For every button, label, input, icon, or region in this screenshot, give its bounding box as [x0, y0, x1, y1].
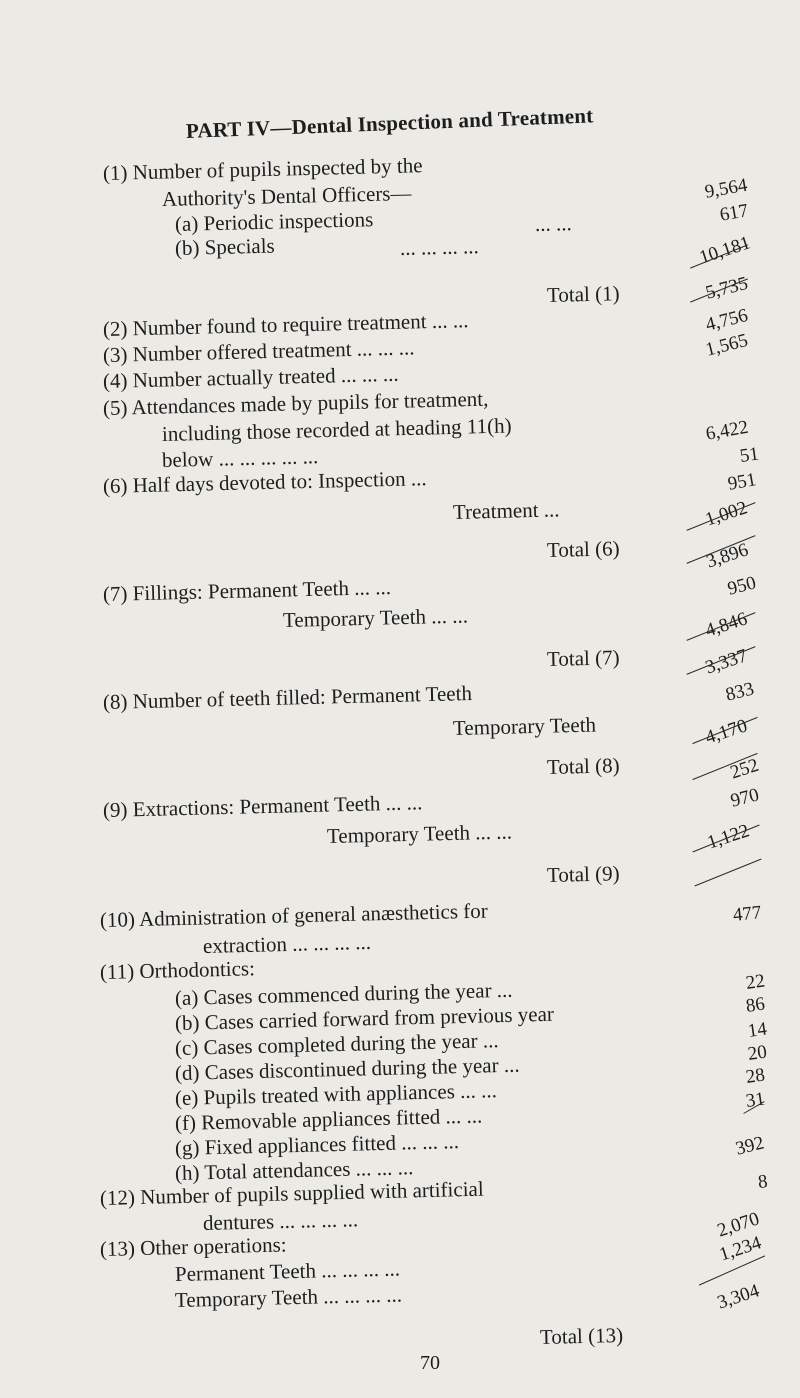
- row-text-1b: Authority's Dental Officers—: [161, 180, 412, 211]
- value-v10: 477: [731, 902, 763, 926]
- row-text-12b: dentures ... ... ... ...: [202, 1207, 359, 1235]
- row-text-3: (3) Number offered treatment ... ... ...: [102, 335, 415, 367]
- value-v6b: 951: [726, 469, 758, 495]
- row-text-5b: including those recorded at heading 11(h): [161, 413, 512, 446]
- value-v13t: 3,304: [714, 1280, 762, 1314]
- value-v11e: 28: [744, 1064, 767, 1088]
- value-v9t: 1,122: [704, 820, 752, 854]
- row-text-7b: Temporary Teeth ... ...: [282, 603, 469, 632]
- value-v13b: 1,234: [716, 1232, 764, 1266]
- row-text-10b: extraction ... ... ... ...: [202, 929, 372, 958]
- value-v7t: 4,846: [702, 608, 750, 642]
- row-text-5a: (5) Attendances made by pupils for treatment,: [102, 386, 489, 420]
- value-v1b: 617: [718, 200, 750, 226]
- row-text-11: (11) Orthodontics:: [99, 956, 256, 984]
- value-v11h: 392: [733, 1132, 767, 1160]
- value-v1a: 9,564: [703, 174, 749, 203]
- row-text-10a: (10) Administration of general anæsthetics for: [99, 898, 488, 932]
- row-text-4: (4) Number actually treated ... ... ...: [102, 361, 399, 393]
- row-text-11a: (a) Cases commenced during the year ...: [174, 977, 513, 1010]
- value-v9b: 970: [728, 784, 762, 812]
- row-text-7t: Total (7): [546, 645, 620, 671]
- value-v9a: 252: [727, 754, 762, 784]
- value-v8b: 833: [723, 678, 757, 706]
- row-text-13t: Total (13): [539, 1322, 624, 1349]
- row-text-11f: (f) Removable appliances fitted ... ...: [174, 1103, 483, 1135]
- row-text-1c: (a) Periodic inspections: [174, 207, 374, 236]
- row-text-7a: (7) Fillings: Permanent Teeth ... ...: [102, 574, 392, 606]
- value-v7a: 3,896: [703, 539, 751, 573]
- row-text-8a: (8) Number of teeth filled: Permanent Teeth: [102, 680, 473, 714]
- total-stroke: [694, 859, 761, 887]
- row-text-1d2: ... ... ... ...: [399, 234, 480, 260]
- row-text-13b: Temporary Teeth ... ... ... ...: [174, 1282, 403, 1312]
- value-v13a: 2,070: [714, 1208, 762, 1242]
- row-text-11b: (b) Cases carried forward from previous year: [174, 1001, 555, 1035]
- value-v11b: 86: [744, 993, 767, 1017]
- value-v8a: 3,337: [702, 645, 750, 679]
- value-v6a: 51: [738, 443, 761, 467]
- row-text-1a: (1) Number of pupils inspected by the: [102, 153, 423, 185]
- row-text-6t: Total (6): [546, 536, 620, 562]
- row-text-13: (13) Other operations:: [99, 1232, 287, 1261]
- row-text-9t: Total (9): [546, 861, 620, 887]
- row-text-12a: (12) Number of pupils supplied with artificial: [99, 1176, 484, 1210]
- row-text-8t: Total (8): [546, 753, 620, 779]
- row-text-11h: (h) Total attendances ... ... ...: [174, 1155, 414, 1185]
- value-v2: 5,735: [703, 272, 751, 304]
- value-v5: 6,422: [704, 416, 750, 445]
- value-v7b: 950: [725, 572, 759, 600]
- row-text-6a: (6) Half days devoted to: Inspection ...: [102, 466, 427, 498]
- value-v4: 1,565: [703, 329, 751, 361]
- page-title: PART IV—Dental Inspection and Treatment: [185, 103, 594, 143]
- row-text-11d: (d) Cases discontinued during the year ...: [174, 1052, 520, 1085]
- value-v1t: 10,181: [696, 232, 753, 269]
- row-text-9b: Temporary Teeth ... ...: [326, 819, 513, 848]
- row-text-1c2: ... ...: [534, 211, 573, 236]
- row-text-5c: below ... ... ... ... ...: [161, 444, 319, 472]
- row-text-13a: Permanent Teeth ... ... ... ...: [174, 1256, 401, 1286]
- value-v11f: 31: [744, 1088, 767, 1112]
- row-text-2: (2) Number found to require treatment ... ...: [102, 308, 469, 341]
- value-v11d: 20: [746, 1041, 769, 1065]
- row-text-1t: Total (1): [546, 281, 620, 307]
- value-v12: 8: [756, 1171, 769, 1193]
- value-v8t: 4,170: [702, 715, 750, 749]
- value-v11c: 14: [746, 1018, 769, 1042]
- row-text-11c: (c) Cases completed during the year ...: [174, 1028, 499, 1060]
- value-v11a: 22: [744, 970, 767, 994]
- row-text-11e: (e) Pupils treated with appliances ... ...: [174, 1078, 498, 1110]
- value-v3: 4,756: [703, 304, 751, 336]
- row-text-8b: Temporary Teeth: [452, 712, 597, 740]
- row-text-1d: (b) Specials: [174, 233, 275, 260]
- row-text-11g: (g) Fixed appliances fitted ... ... ...: [174, 1129, 460, 1160]
- page-number: 70: [420, 1352, 440, 1374]
- row-text-6b: Treatment ...: [452, 497, 560, 524]
- row-text-9a: (9) Extractions: Permanent Teeth ... ...: [102, 790, 423, 822]
- value-v6t: 1,002: [702, 497, 750, 531]
